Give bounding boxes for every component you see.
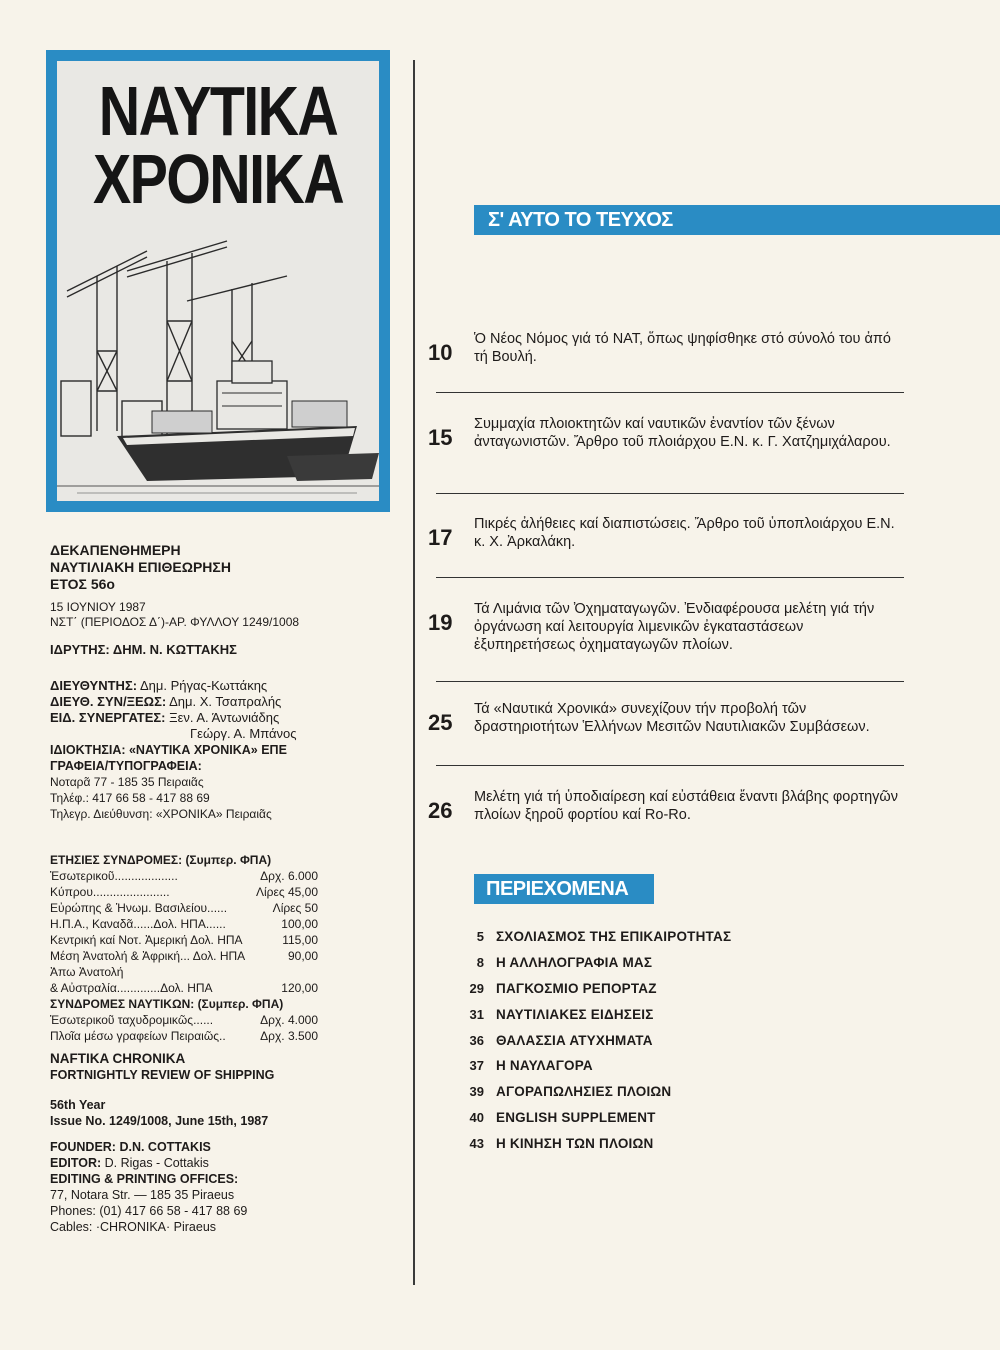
- contents-title: ΝΑΥΤΙΛΙΑΚΕΣ ΕΙΔΗΣΕΙΣ: [496, 1006, 654, 1022]
- subscription-row-label: Ἐσωτερικοῦ...................: [50, 869, 178, 883]
- contents-title: ENGLISH SUPPLEMENT: [496, 1109, 656, 1125]
- telegram: Τηλεγρ. Διεύθυνση: «ΧΡΟΝΙΚΑ» Πειραιᾶς: [50, 807, 272, 821]
- article-summary: Πικρές ἀλήθειες καί διαπιστώσεις. Ἄρθρο τοῦ ὑποπλοιάρχου Ε.Ν. κ. Χ. Ἀρκαλάκη.: [474, 516, 895, 550]
- subscription-row: [50, 948, 318, 964]
- article-entry: [428, 515, 908, 551]
- subscription-row-price: 100,00: [281, 917, 318, 931]
- contents-page-number: 31: [469, 1006, 484, 1022]
- column-divider: [413, 60, 415, 1285]
- contents-title: ΘΑΛΑΣΣΙΑ ΑΤΥΧΗΜΑΤΑ: [496, 1032, 653, 1048]
- subscription-row-price: Λίρες 45,00: [255, 885, 318, 899]
- subscription-row-price: 115,00: [282, 933, 318, 947]
- subscription-row: [50, 916, 318, 932]
- director-label: ΔΙΕΥΘΥΝΤΗΣ:: [50, 678, 138, 693]
- subscription-row: [50, 932, 318, 948]
- masthead-type2: ΝΑΥΤΙΛΙΑΚΗ ΕΠΙΘΕΩΡΗΣΗ: [50, 559, 231, 575]
- english-editor-label: EDITOR:: [50, 1156, 102, 1170]
- article-summary: Συμμαχία πλοιοκτητῶν καί ναυτικῶν ἐναντίον τῶν ξένων ἀνταγωνιστῶν. Ἄρθρο τοῦ πλοιάρχου Ε.Ν. κ. Γ. Χατζημιχάλαρου.: [474, 416, 891, 450]
- contributors-label: ΕΙΔ. ΣΥΝΕΡΓΑΤΕΣ:: [50, 710, 166, 725]
- contents-title: Η ΝΑΥΛΑΓΟΡΑ: [496, 1058, 593, 1074]
- contents-item: [448, 1027, 868, 1053]
- masthead-staff: [50, 678, 400, 822]
- article-page-number: 17: [428, 525, 453, 550]
- article-separator: [436, 577, 904, 578]
- seamen-heading: ΣΥΝΔΡΟΜΕΣ ΝΑΥΤΙΚΩΝ: (Συμπερ. ΦΠΑ): [50, 997, 284, 1011]
- contents-page-number: 5: [476, 929, 484, 945]
- subscription-row-price: 90,00: [287, 949, 318, 963]
- director-name: Δημ. Ρήγας-Κωττάκης: [139, 678, 268, 693]
- contents-item: [448, 924, 868, 950]
- cover-title-line1: ΝΑΥΤΙΚΑ: [98, 72, 338, 150]
- contents-item: [448, 1053, 868, 1079]
- masthead-issue-info: [50, 600, 400, 630]
- article-page-number: 26: [428, 798, 453, 823]
- subscription-row: [50, 900, 318, 916]
- contents-item: [448, 1001, 868, 1027]
- contents-item: [448, 1079, 868, 1105]
- english-cables: Cables: ·CHRONIKA· Piraeus: [50, 1220, 217, 1234]
- phone: Τηλέφ.: 417 66 58 - 417 88 69: [50, 791, 210, 805]
- english-offices-label: EDITING & PRINTING OFFICES:: [50, 1172, 239, 1186]
- article-entry: [428, 415, 908, 451]
- article-entry: [428, 330, 908, 366]
- contents-title: ΑΓΟΡΑΠΩΛΗΣΙΕΣ ΠΛΟΙΩΝ: [496, 1084, 672, 1100]
- ownership: ΙΔΙΟΚΤΗΣΙΑ: «ΝΑΥΤΙΚΑ ΧΡΟΝΙΚΑ» ΕΠΕ: [50, 743, 287, 757]
- english-editor: D. Rigas - Cottakis: [104, 1156, 209, 1170]
- subscription-row-label: & Αὐστραλία.............Δολ. ΗΠΑ: [50, 981, 213, 995]
- subscription-row: [50, 868, 318, 884]
- contents-title: ΠΑΓΚΟΣΜΙΟ ΡΕΠΟΡΤΑΖ: [496, 980, 657, 996]
- article-page-number: 15: [428, 425, 453, 450]
- contents-list: [448, 924, 868, 1156]
- subscription-row: [50, 884, 318, 900]
- subscriptions-heading: ΕΤΗΣΙΕΣ ΣΥΝΔΡΟΜΕΣ: (Συμπερ. ΦΠΑ): [50, 853, 272, 867]
- contents-page-number: 36: [469, 1032, 484, 1048]
- subscription-row-label: Κύπρου.......................: [50, 885, 170, 899]
- subscription-row-price: Λίρες 50: [272, 901, 318, 915]
- contents-page-number: 43: [469, 1135, 484, 1151]
- seamen-subscription-row-price: Δρχ. 3.500: [260, 1029, 318, 1043]
- subscription-row-label: Ἀπω Ἀνατολή: [50, 965, 124, 979]
- subscription-row-label: Εὐρώπης & Ἡνωμ. Βασιλείου......: [50, 901, 228, 915]
- subscription-row: [50, 980, 318, 996]
- masthead-issue: ΝΣΤ΄ (ΠΕΡΙΟΔΟΣ Δ΄)-ΑΡ. ΦΥΛΛΟΥ 1249/1008: [50, 615, 300, 629]
- masthead-header: [50, 542, 400, 593]
- article-page-number: 25: [428, 710, 453, 735]
- cover-panel: [57, 61, 379, 501]
- english-phones: Phones: (01) 417 66 58 - 417 88 69: [50, 1204, 248, 1218]
- english-founder: D.N. COTTAKIS: [119, 1140, 211, 1154]
- article-entry: [428, 700, 908, 736]
- contents-page-number: 8: [476, 955, 484, 971]
- masthead-year: ΕΤΟΣ 56ο: [50, 576, 115, 592]
- contents-page-number: 37: [469, 1058, 484, 1074]
- article-page-number: 19: [428, 610, 453, 635]
- seamen-subscription-row-label: Πλοῖα μέσω γραφείων Πειραιῶς..: [50, 1029, 226, 1043]
- subscription-row-label: Κεντρική καί Νοτ. Ἀμερική Δολ. ΗΠΑ: [50, 933, 243, 947]
- port-cranes-ship-illustration: [57, 231, 379, 501]
- subscription-row: [50, 964, 318, 980]
- magazine-cover: [46, 50, 390, 512]
- contents-title: Η ΑΛΛΗΛΟΓΡΑΦΙΑ ΜΑΣ: [496, 955, 653, 971]
- masthead-type1: ΔΕΚΑΠΕΝΘΗΜΕΡΗ: [50, 542, 181, 558]
- contents-page-number: 40: [469, 1109, 484, 1125]
- contents-banner: ΠΕΡΙΕΧΟΜΕΝΑ: [474, 874, 654, 904]
- contributor-1: Ξεν. Α. Άντωνιάδης: [169, 710, 280, 725]
- english-subtitle: FORTNIGHTLY REVIEW OF SHIPPING: [50, 1068, 275, 1082]
- masthead-founder-block: [50, 641, 400, 658]
- english-issue: Issue No. 1249/1008, June 15th, 1987: [50, 1114, 269, 1128]
- article-separator: [436, 392, 904, 393]
- contents-page-number: 29: [469, 980, 484, 996]
- contents-page-number: 39: [469, 1084, 484, 1100]
- subscriptions-rows: [50, 868, 318, 996]
- masthead-founder: ΙΔΡΥΤΗΣ: ΔΗΜ. Ν. ΚΩΤΤΑΚΗΣ: [50, 642, 237, 657]
- contributor-2: Γεώργ. Α. Μπάνος: [190, 726, 297, 741]
- article-page-number: 10: [428, 340, 453, 365]
- article-entry: [428, 788, 908, 824]
- cover-title-line2: ΧΡΟΝΙΚΑ: [92, 140, 344, 218]
- article-separator: [436, 765, 904, 766]
- subscription-row-label: Η.Π.Α., Καναδᾶ......Δολ. ΗΠΑ......: [50, 917, 226, 931]
- article-separator: [436, 493, 904, 494]
- subscription-row-price: Δρχ. 6.000: [260, 869, 318, 883]
- subscription-row-price: 120,00: [281, 981, 318, 995]
- seamen-rows: [50, 1012, 318, 1044]
- seamen-subscription-row: [50, 1028, 318, 1044]
- contents-title: Η ΚΙΝΗΣΗ ΤΩΝ ΠΛΟΙΩΝ: [496, 1135, 654, 1151]
- english-address: 77, Notara Str. — 185 35 Piraeus: [50, 1188, 235, 1202]
- seamen-subscription-row: [50, 1012, 318, 1028]
- coeditor-label: ΔΙΕΥΘ. ΣΥΝ/ΞΕΩΣ:: [50, 694, 167, 709]
- contents-title: ΣΧΟΛΙΑΣΜΟΣ ΤΗΣ ΕΠΙΚΑΙΡΟΤΗΤΑΣ: [496, 929, 732, 945]
- article-summary: Τά Λιμάνια τῶν Ὀχηματαγωγῶν. Ἐνδιαφέρουσα μελέτη γιά τήν ὀργάνωση καί λειτουργία λιμενικῶν ἐγκαταστάσεων ἐξυπηρετήσεως ὀχηματαγωγῶν πλοίων.: [474, 601, 875, 653]
- masthead-date: 15 ΙΟΥΝΙΟΥ 1987: [50, 600, 146, 614]
- contents-item: [448, 950, 868, 976]
- article-summary: Μελέτη γιά τή ὑποδιαίρεση καί εὐστάθεια ἔναντι βλάβης φορτηγῶν πλοίων ξηροῦ φορτίου καί Ro-Ro.: [474, 789, 898, 823]
- offices-label: ΓΡΑΦΕΙΑ/ΤΥΠΟΓΡΑΦΕΙΑ:: [50, 759, 202, 773]
- article-summary: Ὁ Νέος Νόμος γιά τό ΝΑΤ, ὅπως ψηφίσθηκε στό σύνολό του ἀπό τή Βουλή.: [474, 331, 891, 365]
- coeditor-name: Δημ. Χ. Τσαπραλής: [169, 694, 282, 709]
- english-founder-label: FOUNDER:: [50, 1140, 116, 1154]
- article-entry: [428, 600, 908, 654]
- article-separator: [436, 681, 904, 682]
- article-summary: Τά «Ναυτικά Χρονικά» συνεχίζουν τήν προβολή τῶν δραστηριοτήτων Ἑλλήνων Μεσιτῶν Ναυτιλιακῶν Συμβάσεων.: [474, 701, 870, 735]
- address: Νοταρᾶ 77 - 185 35 Πειραιᾶς: [50, 775, 204, 789]
- subscription-row-label: Μέση Ἀνατολή & Ἀφρική... Δολ. ΗΠΑ: [50, 949, 246, 963]
- english-year: 56th Year: [50, 1098, 106, 1112]
- seamen-subscription-row-label: Ἐσωτερικοῦ ταχυδρομικῶς......: [50, 1013, 214, 1027]
- contents-item: [448, 1105, 868, 1131]
- english-masthead: [50, 1050, 400, 1235]
- contents-item: [448, 976, 868, 1002]
- english-name: NAFTIKA CHRONIKA: [50, 1051, 186, 1066]
- in-this-issue-banner: Σ' ΑΥΤΟ ΤΟ ΤΕΥΧΟΣ: [474, 205, 1000, 235]
- subscriptions-block: [50, 852, 318, 1044]
- contents-item: [448, 1130, 868, 1156]
- seamen-subscription-row-price: Δρχ. 4.000: [260, 1013, 318, 1027]
